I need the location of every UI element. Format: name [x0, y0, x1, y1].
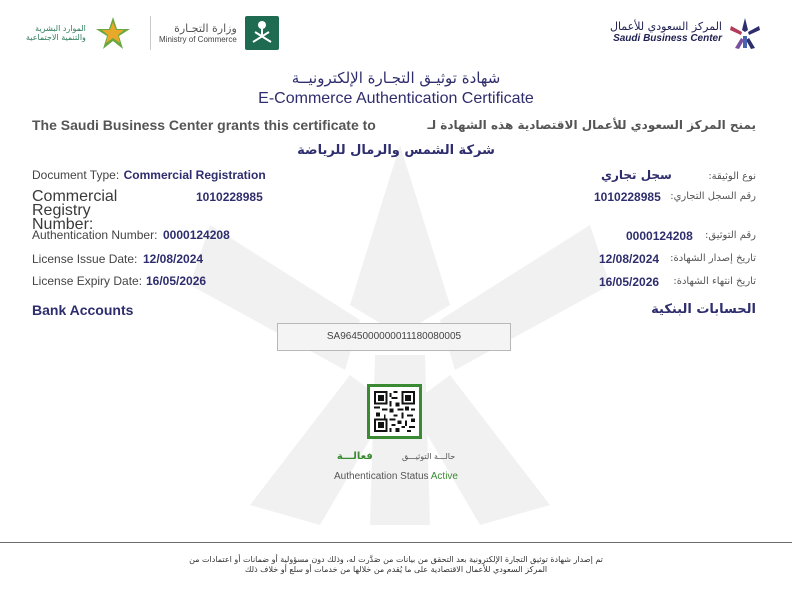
expiry-date-value: 16/05/2026	[146, 274, 207, 288]
cr-number-value-ar-side: 1010228985	[594, 190, 661, 204]
auth-number-value: 0000124208	[163, 228, 230, 242]
logo-divider	[150, 16, 151, 50]
hrsd-star-icon	[94, 16, 132, 50]
footer-disclaimer-ar: تم إصدار شهادة توثيق التجارة الإلكترونية بعد التحقق من بيانات من صَدَّرت له، وذلك دون مسؤولية أو ضمانات أو اعتمادات من المركز السعودي للأعمال الاقتصادية على ما يُقدم من خلالها من خدمات أو سلع أو خلاف ذلك	[189, 555, 603, 574]
document-type-row-en	[32, 166, 266, 184]
expiry-date-label-ar: تاريخ انتهاء الشهادة:	[673, 276, 756, 287]
document-type-value-ar: سجل تجاري	[600, 168, 672, 182]
authentication-status-label-ar: حالـــة التوثيـــق	[401, 452, 456, 461]
qr-code-icon	[374, 391, 415, 432]
sbc-logo-text-en: Saudi Business Center	[613, 33, 722, 44]
company-name-ar: شركة الشمس والرمال للرياضة	[297, 143, 495, 158]
document-type-label-ar: نوع الوثيقة:	[708, 171, 756, 182]
issue-date-label: License Issue Date:	[32, 252, 138, 266]
expiry-date-label: License Expiry Date:	[32, 274, 143, 288]
issue-date-value: 12/08/2024	[143, 252, 204, 266]
expiry-date-value-ar-side: 16/05/2026	[599, 275, 660, 289]
bank-accounts-title-ar: الحسابات البنكية	[651, 302, 756, 317]
grant-statement-en: The Saudi Business Center grants this certificate to	[32, 117, 376, 133]
certificate-footer	[0, 542, 792, 590]
saudi-emblem-icon	[245, 16, 279, 50]
sbc-star-icon	[728, 16, 762, 50]
cr-number-value: 1010228985	[196, 190, 263, 204]
moc-logo	[150, 16, 279, 50]
moc-logo-text-ar: وزارة التجـارة	[174, 21, 237, 35]
authentication-status-value-ar: فعالـــة	[336, 451, 373, 462]
moc-logo-text-en: Ministry of Commerce	[159, 34, 237, 44]
sbc-logo-text-ar: المركز السعودي للأعمال	[609, 20, 722, 33]
hrsd-logo-text-line2: والتنمية الاجتماعية	[26, 33, 86, 42]
hrsd-logo	[26, 16, 132, 50]
authentication-status-label: Authentication Status	[334, 471, 429, 482]
certificate-header	[0, 0, 792, 60]
bank-accounts-title: Bank Accounts	[32, 302, 134, 318]
cr-number-label-ar: رقم السجل التجاري:	[670, 191, 756, 202]
certificate-title-ar: شهادة توثيـق التجـارة الإلكترونيــة	[291, 69, 501, 87]
qr-code[interactable]	[367, 384, 422, 439]
document-type-row-ar	[601, 166, 756, 184]
auth-number-value-ar-side: 0000124208	[626, 229, 693, 243]
authentication-status-en	[0, 471, 792, 482]
document-type-label: Document Type:	[32, 168, 120, 182]
cr-number-label: Commercial Registry Number:	[32, 188, 118, 233]
certificate-title-en: E-Commerce Authentication Certificate	[258, 90, 534, 107]
sbc-logo	[610, 16, 762, 50]
auth-number-label: Authentication Number:	[32, 228, 158, 242]
iban-field: SA9645000000011180080005	[277, 323, 511, 351]
document-type-value: Commercial Registration	[123, 168, 266, 182]
issue-date-value-ar-side: 12/08/2024	[599, 252, 660, 266]
authentication-status-value: Active	[430, 471, 458, 482]
authentication-status-ar	[0, 444, 792, 463]
grant-statement-ar: يمنح المركز السعودي للأعمال الاقتصادية هذه الشهادة لـ	[427, 118, 756, 132]
auth-number-label-ar: رقم التوثيق:	[705, 230, 756, 241]
issue-date-label-ar: تاريخ إصدار الشهادة:	[670, 253, 756, 264]
hrsd-logo-text-line1: الموارد البشرية	[35, 24, 86, 33]
